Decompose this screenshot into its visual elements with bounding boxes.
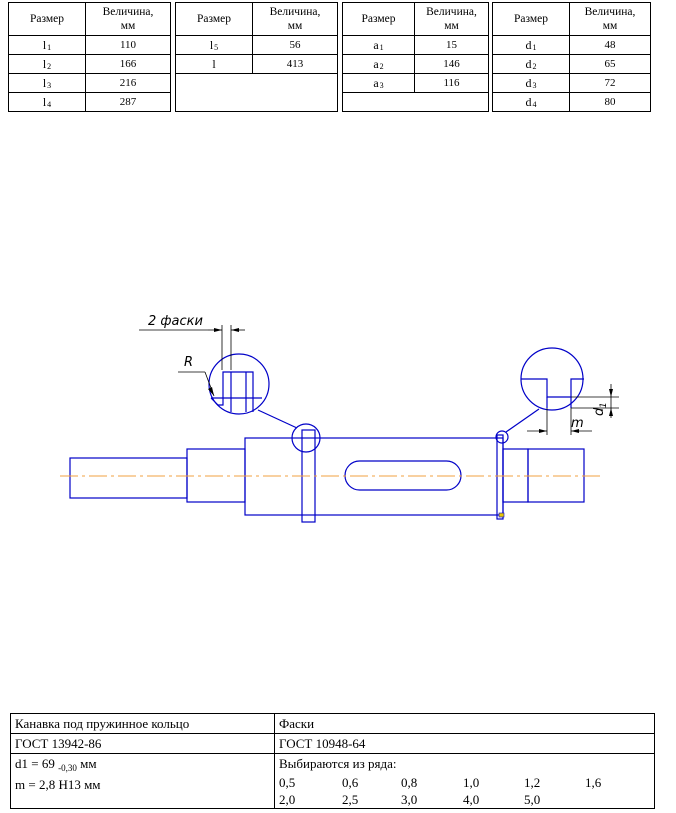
groove-standard: ГОСТ 13942-86: [11, 734, 274, 754]
label-chamfers: 2 фаски: [148, 314, 203, 329]
dim-value: 287: [85, 92, 171, 112]
dim-group-1: [8, 2, 171, 112]
dim-symbol: d 4: [492, 92, 570, 112]
dim-value: 110: [85, 35, 171, 55]
dim-value: 72: [569, 73, 651, 93]
dim-value: 56: [252, 35, 338, 55]
dim-group-4: [492, 2, 651, 112]
dim-value: 116: [414, 73, 489, 93]
chamfer-standard: ГОСТ 10948-64: [275, 734, 654, 754]
label-radius: R: [184, 355, 194, 370]
dim-header-name: Размер: [342, 2, 415, 36]
chamfer-value: 3,0: [401, 792, 418, 807]
chamfer-series-label: Выбираются из ряда:: [279, 756, 397, 771]
dim-header-value: Величина, мм: [252, 2, 338, 36]
dim-header-name: Размер: [175, 2, 253, 36]
dim-header-value: Величина, мм: [569, 2, 651, 36]
dim-header-name: Размер: [8, 2, 86, 36]
chamfer-value: 1,6: [585, 775, 602, 790]
shaft-section-1: [70, 458, 187, 498]
dim-symbol: l 1: [8, 35, 86, 55]
chamfer-series: [275, 754, 654, 808]
dim-symbol: l 4: [8, 92, 86, 112]
detail-right-profile: [521, 379, 584, 397]
dim-group-2: [175, 2, 338, 112]
dim-value: 216: [85, 73, 171, 93]
dim-symbol: a 2: [342, 54, 415, 74]
groove-m: m = 2,8 H13 мм: [15, 777, 101, 792]
dim-empty-cell: [342, 92, 489, 112]
dim-symbol: l 5: [175, 35, 253, 55]
chamfer-title: Фаски: [275, 714, 654, 734]
dim-symbol: l 2: [8, 54, 86, 74]
dimensions-table: [8, 2, 651, 112]
groove-d1: d1 = 69: [15, 756, 55, 771]
dim-header-value: Величина, мм: [85, 2, 171, 36]
chamfer-series-values: [279, 773, 639, 809]
label-d1: [592, 402, 609, 416]
dim-symbol: d 3: [492, 73, 570, 93]
dim-symbol: a 1: [342, 35, 415, 55]
detail-circle-right-small: [496, 431, 508, 443]
dim-value: 65: [569, 54, 651, 74]
dim-value: 166: [85, 54, 171, 74]
chamfer-value: 1,2: [524, 775, 541, 790]
dim-value: 80: [569, 92, 651, 112]
svg-text:d: d: [592, 407, 607, 416]
dim-symbol: d 1: [492, 35, 570, 55]
chamfer-value: 0,8: [401, 775, 418, 790]
groove-right: [497, 435, 503, 519]
chamfer-value: 0,6: [342, 775, 359, 790]
groove-params: [11, 754, 274, 808]
chamfer-value: 1,0: [463, 775, 480, 790]
groove-d1-tolerance: -0,30: [58, 763, 77, 773]
shaft-drawing: [0, 300, 676, 540]
notes-right-column: [275, 714, 654, 808]
dim-empty-cell: [175, 73, 338, 112]
notes-left-column: [11, 714, 274, 808]
notes-table: [10, 713, 655, 809]
chamfer-value: 2,0: [279, 792, 296, 807]
shaft-drawing-svg: [0, 300, 676, 540]
dim-symbol: d 2: [492, 54, 570, 74]
dim-symbol: l: [175, 54, 253, 74]
groove-d1-unit: мм: [80, 756, 97, 771]
detail-left-profile: [211, 372, 253, 412]
svg-text:1: 1: [599, 402, 609, 408]
dim-symbol: a 3: [342, 73, 415, 93]
dim-header-value: Величина, мм: [414, 2, 489, 36]
chamfer-value: 0,5: [279, 775, 296, 790]
dim-symbol: l 3: [8, 73, 86, 93]
chamfer-value: 2,5: [342, 792, 359, 807]
dim-value: 48: [569, 35, 651, 55]
dim-header-name: Размер: [492, 2, 570, 36]
dim-value: 146: [414, 54, 489, 74]
dim-value: 15: [414, 35, 489, 55]
groove-title: Канавка под пружинное кольцо: [11, 714, 274, 734]
chamfer-value: 5,0: [524, 792, 541, 807]
dim-group-3: [342, 2, 489, 112]
chamfer-value: 4,0: [463, 792, 480, 807]
label-m: m: [571, 416, 584, 431]
dim-value: 413: [252, 54, 338, 74]
